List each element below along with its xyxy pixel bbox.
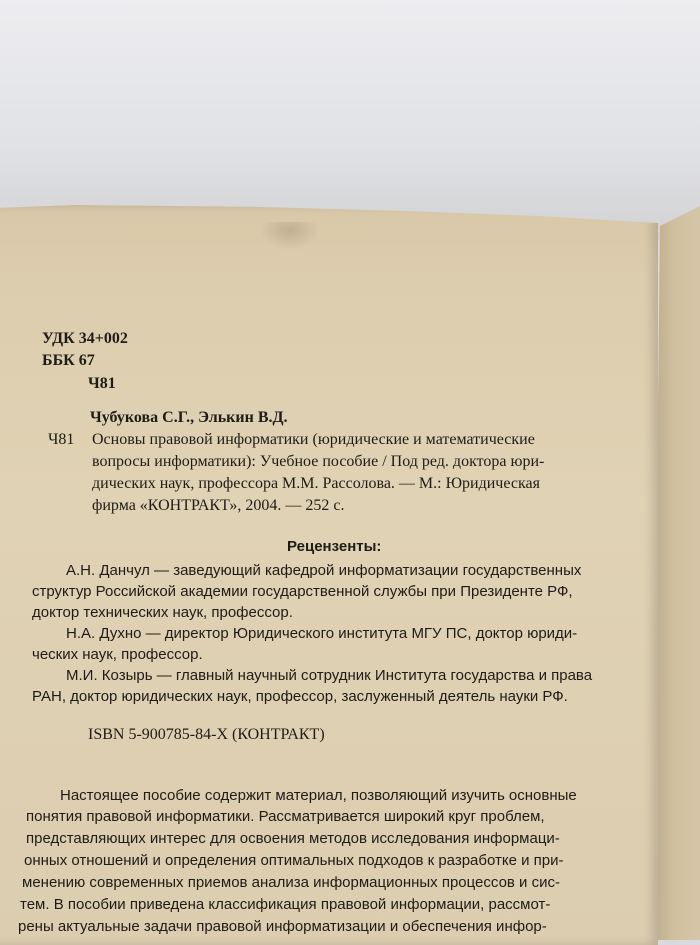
bibliography-line: дических наук, профессора М.М. Рассолова. — М.: Юридическая: [92, 475, 540, 492]
bibliography-code: Ч81: [48, 431, 75, 448]
authors: Чубукова С.Г., Элькин В.Д.: [90, 409, 288, 426]
abstract-line: представляющих интерес для освоения методов исследования информаци-: [26, 830, 560, 847]
reviewer-line: Н.А. Духно — директор Юридического института МГУ ПС, доктор юриди-: [66, 625, 578, 642]
reviewer-line: М.И. Козырь — главный научный сотрудник Института государства и права: [66, 667, 593, 684]
reviewer-line: доктор технических наук, профессор.: [32, 604, 293, 621]
abstract-line: Настоящее пособие содержит материал, позволяющий изучить основные: [60, 787, 577, 804]
bibliography-line: вопросы информатики): Учебное пособие / Под ред. доктора юри-: [92, 453, 545, 470]
abstract-line: онных отношений и определения оптимальных подходов к разработке и при-: [24, 852, 564, 869]
bibliography-line: фирма «КОНТРАКТ», 2004. — 252 с.: [92, 497, 345, 514]
reviewer-line: структур Российской академии государственной службы при Президенте РФ,: [32, 583, 573, 600]
abstract-line: понятия правовой информатики. Рассматривается широкий круг проблем,: [26, 808, 545, 825]
reviewer-line: А.Н. Данчул — заведующий кафедрой информатизации государственных: [66, 562, 582, 579]
background-surface: [0, 0, 700, 240]
reviewer-line: РАН, доктор юридических наук, профессор, заслуженный деятель науки РФ.: [32, 688, 568, 705]
bibliography-line: Основы правовой информатики (юридические и математические: [92, 431, 535, 448]
isbn: ISBN 5-900785-84-X (КОНТРАКТ): [88, 726, 325, 743]
abstract-line: рены актуальные задачи правовой информатизации и обеспечения инфор-: [18, 918, 547, 935]
reviewers-heading: Рецензенты:: [287, 538, 382, 555]
bbk-code: ББК 67: [42, 352, 95, 369]
next-page-edge: [652, 200, 700, 940]
classification-code: Ч81: [88, 375, 116, 392]
udk-code: УДК 34+002: [42, 330, 128, 347]
page-crease: [260, 222, 320, 250]
reviewer-line: ческих наук, профессор.: [32, 646, 203, 663]
abstract-line: тем. В пособии приведена классификация правовой информации, рассмот-: [20, 896, 551, 913]
abstract-line: менению современных приемов анализа информационных процессов и сис-: [22, 874, 560, 891]
